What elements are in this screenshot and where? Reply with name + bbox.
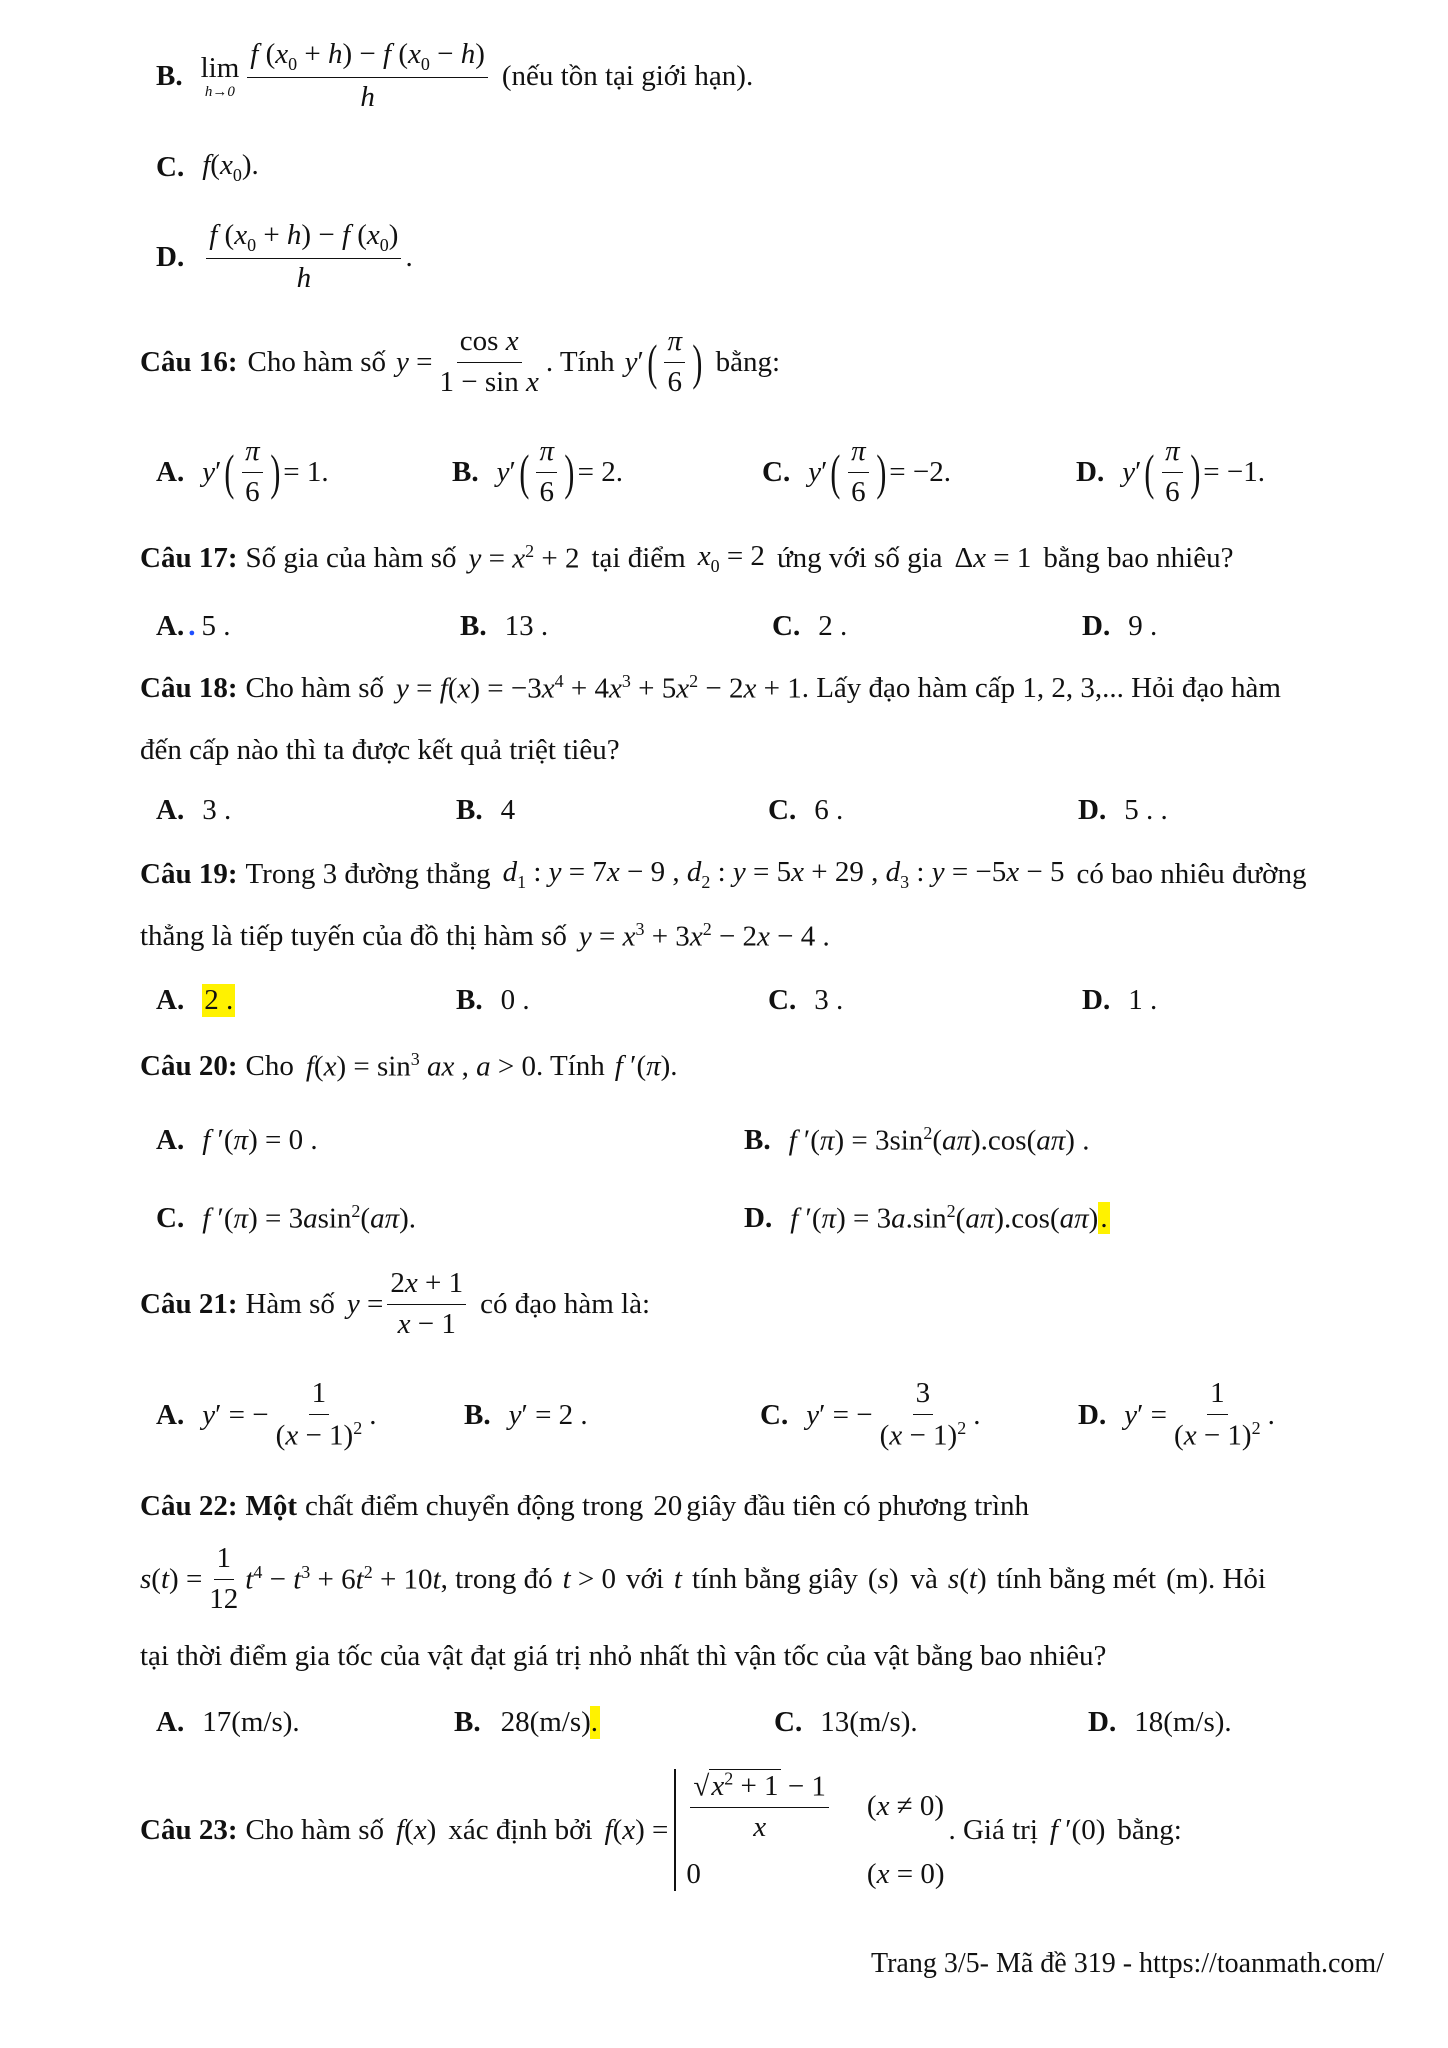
option-label: A. [156,983,185,1016]
option-label: D. [1076,455,1105,488]
option-label: D. [1082,609,1111,642]
q20-option-a [156,1116,318,1164]
q16-option-c: C. y ′ ( $\frac{\pi}{6}$ ) = −2. [762,435,951,508]
q22-option-c [774,1698,918,1746]
highlight-mark: . [1100,1202,1108,1235]
q18-option-c [768,788,843,832]
q15-note: (nếu tồn tại giới hạn). [501,59,754,92]
q16-option-d: D. y ′ ( $\frac{\pi}{6}$ ) = −1. [1076,435,1265,508]
question-text: bằng: [715,345,781,378]
option-value: 2 . [818,609,848,642]
q18-option-d [1078,788,1168,832]
math-expression: t > 0 [562,1562,617,1595]
option-label: A. [156,1705,185,1738]
option-label: B. [456,983,483,1016]
q19-option-d [1082,978,1157,1022]
option-label: A. [156,609,185,642]
question-number: Câu 20: [140,1049,238,1082]
math-expression: (s) [867,1562,899,1595]
option-value: = 2. [577,455,624,488]
option-label: A. [156,1398,185,1431]
fraction: $\frac{√x^2 + 1 - 1}{x}$ [690,1769,829,1844]
option-value: 13(m/s). [820,1705,918,1738]
math-expression: $t^4 - t^3 + 6t^2 + 10t$ [245,1561,441,1596]
q17-option-d [1082,604,1157,648]
option-label: B. [456,793,483,826]
option-label: D. [744,1201,773,1234]
question-text: bằng: [1117,1813,1182,1846]
q22-option-b [454,1698,600,1746]
q18-stem [140,666,1281,710]
question-text: có bao nhiêu đường [1076,857,1307,890]
option-label: C. [774,1705,803,1738]
math-expression: $y = x^3 + 3x^2 - 2x - 4$ . [578,918,830,953]
option-label: B. [464,1398,491,1431]
question-text: . Giá trị [948,1813,1038,1846]
math-expression: f ′(π) = 3asin$^2$(aπ). [202,1200,417,1235]
option-label: C. [760,1398,789,1431]
option-label: C. [156,150,185,183]
q17-stem [140,536,1233,580]
question-number: Câu 19: [140,857,238,890]
question-text: giây đầu tiên có phương trình [686,1489,1029,1522]
option-label: B. [744,1123,771,1156]
q17-option-a [156,604,230,648]
option-label: D. [1088,1705,1117,1738]
option-value: 1 . [1128,983,1158,1016]
math-expression: f ′(π) = 0 . [202,1123,318,1156]
option-label: D. [1078,1398,1107,1431]
q21-option-d: D. y ′ = $\frac{1}{(x - 1)^2}$ . [1078,1377,1275,1452]
q22-line3 [140,1634,1106,1678]
q22-option-a [156,1698,300,1746]
q17-option-b [460,604,548,648]
question-text: đến cấp nào thì ta được kết quả triệt tiêu? [140,733,620,766]
option-label: A. [156,793,185,826]
option-label: B. [454,1705,481,1738]
option-label: A. [156,455,185,488]
math-expression: y′ = 2 . [508,1398,588,1431]
math-expression: $f(x_0)$. [202,148,259,185]
q22-stem [140,1484,1029,1528]
q15-option-c [156,145,259,189]
question-text: bằng bao nhiêu? [1043,541,1234,574]
option-value: 3 . [814,983,844,1016]
math-expression: $y = f(x) = -3x^4 + 4x^3 + 5x^2 - 2x + 1$ [396,670,802,705]
question-text: Cho [245,1049,294,1082]
math-expression: y = [396,345,433,378]
option-value: 3 . [202,793,232,826]
limit-expression: lim h→0 [200,52,240,100]
option-label: C. [768,793,797,826]
option-label: D. [1082,983,1111,1016]
question-number: Câu 18: [140,671,238,704]
option-value: 6 . [814,793,844,826]
option-label: C. [768,983,797,1016]
math-expression: t [673,1562,682,1595]
math-expression: Δx = 1 [954,541,1032,574]
q18-option-b [456,788,515,832]
option-label: C. [762,455,791,488]
q19-option-a [156,978,235,1022]
condition: (x ≠ 0) [866,1790,945,1822]
blue-dot-mark: . [188,609,196,642]
question-text: . Tính [545,345,615,378]
fraction: $\frac{\text{cos x}}{\text{1 − sin x}}$ [439,325,539,398]
q16-stem: Câu 16: Cho hàm số y = $\frac{\text{cos x}}{\text{1 − sin x}}$ . Tính y′ ( $\frac{\pi}{6}$ ) bằng: [140,325,781,398]
question-text: . Hỏi [1207,1562,1266,1595]
q22-option-d [1088,1698,1232,1746]
question-number: Câu 17: [140,541,238,574]
question-text: , trong đó [440,1562,553,1595]
q15-option-b [156,37,754,114]
math-expression: f ′(π). [614,1049,678,1082]
q19-line2 [140,914,830,958]
q20-option-b [744,1116,1089,1164]
question-text: tính bằng mét [996,1562,1157,1595]
math-expression: y′ [624,345,644,378]
question-text: thẳng là tiếp tuyến của đồ thị hàm số [140,919,567,952]
option-value: 0 . [500,983,530,1016]
question-text: Trong 3 đường thẳng [245,857,491,890]
option-label: D. [1078,793,1107,826]
question-text: tại thời điểm gia tốc của vật đạt giá trị nhỏ nhất thì vận tốc của vật bằng bao nhiêu? [140,1639,1107,1672]
question-text: xác định bởi [448,1813,593,1846]
q19-stem [140,852,1307,896]
option-value: 4 [500,793,516,826]
option-value: 18(m/s). [1134,1705,1232,1738]
option-label: A. [156,1123,185,1156]
math-expression: f(x) = [604,1813,669,1846]
question-text: tại điểm [591,541,686,574]
fraction: $\frac{1}{12}$ [209,1542,239,1615]
math-expression: $y = x^2 + 2$ [468,540,580,575]
question-text: Hàm số [245,1287,335,1320]
math-expression: $x_0 = 2$ [697,539,765,576]
option-label: B. [452,455,479,488]
option-label: D. [156,240,185,273]
q20-stem [140,1044,678,1088]
math-expression: f $'(\pi) = 3a.\sin^2(a\pi).\cos(a\pi)$. [790,1200,1108,1235]
math-expression: f ′(0) [1049,1813,1106,1846]
option-label: C. [772,609,801,642]
q21-option-a: A. y ′ = − $\frac{1}{(x - 1)^2}$ . [156,1377,377,1452]
question-text-bold: Một [245,1489,298,1522]
math-expression: s(t) = [140,1562,203,1595]
q16-option-b: B. y ′ ( $\frac{\pi}{6}$ ) = 2. [452,435,624,508]
q18-option-a [156,788,231,832]
math-punct: . [405,240,413,273]
highlighted-answer: 2 . [204,983,234,1016]
question-number: Câu 22: [140,1489,238,1522]
q19-option-b [456,978,530,1022]
fraction: $\frac{f (x_0 + h) - f (x_0)}{h}$ [206,219,401,296]
question-text: ứng với số gia [776,541,943,574]
question-number: Câu 21: [140,1287,238,1320]
option-value: 5 . . [1124,793,1168,826]
question-text: với [626,1562,664,1595]
q19-option-c [768,978,843,1022]
question-text: và [910,1562,938,1595]
question-number-value: 20 [653,1489,683,1522]
question-number: Câu 16: [140,345,238,378]
q15-option-d [156,218,413,296]
q20-option-c [156,1194,416,1242]
question-text: Số gia của hàm số [245,541,457,574]
question-text: Cho hàm số [245,671,385,704]
q23-stem [140,1760,1182,1900]
condition: (x = 0) [866,1858,945,1891]
option-value: = −2. [889,455,951,488]
highlighted-answer: 28(m/s). [500,1705,599,1738]
q16-option-a: A. y ′ ( $\frac{\pi}{6}$ ) = 1. [156,435,329,508]
math-expression: (m) [1166,1562,1208,1595]
math-expression: f(x) [396,1813,437,1846]
option-value: 5 . [201,609,231,642]
q20-option-d [744,1194,1110,1242]
math-expression: $f(x) = \sin^3$ ax , a > 0 [305,1048,537,1083]
q18-line2 [140,728,620,772]
question-number: Câu 23: [140,1813,238,1846]
option-value: = 1. [283,455,329,488]
q22-line2 [140,1536,1266,1622]
piece-value: 0 [686,1858,701,1891]
q17-option-c [772,604,847,648]
option-value: 17(m/s). [202,1705,300,1738]
question-text: . Tính [536,1049,605,1082]
fraction: $\frac{\pi}{6}$ [664,325,685,399]
q21-option-c: C. y ′ = − $\frac{3}{(x - 1)^2}$ . [760,1377,981,1452]
q21-stem [140,1264,650,1344]
question-text: có đạo hàm là: [480,1287,651,1320]
option-label: C. [156,1201,185,1234]
piecewise-definition [674,1769,944,1891]
option-value: = −1. [1203,455,1265,488]
option-value: 9 . [1128,609,1158,642]
page-footer: Trang 3/5- Mã đề 319 - https://toanmath.com/ [870,1948,1384,1979]
question-text: tính bằng giây [691,1562,858,1595]
math-expression: s(t) [947,1562,987,1595]
option-label: B. [460,609,487,642]
question-text: chất điểm chuyển động trong [305,1489,644,1522]
question-text: Cho hàm số [247,345,387,378]
question-text: . Lấy đạo hàm cấp 1, 2, 3,... Hỏi đạo hàm [801,671,1281,704]
option-label: B. [156,59,183,92]
option-value: 13 . [504,609,549,642]
math-expression: y = [346,1287,384,1320]
fraction: $\frac{2x + 1}{x - 1}$ [387,1267,466,1341]
math-expression: $d_1$ : y = 7x − 9 , $d_2$ : y = 5x + 29 , $d_3$ : y = −5x − 5 [502,855,1065,892]
math-expression: f $'(\pi) = 3\sin^2(a\pi).\cos(a\pi)$ . [788,1122,1090,1157]
question-text: Cho hàm số [245,1813,385,1846]
fraction: $\frac{f (x_0 + h) - f (x_0 - h)}{h}$ [247,38,488,115]
q21-option-b [464,1372,588,1458]
